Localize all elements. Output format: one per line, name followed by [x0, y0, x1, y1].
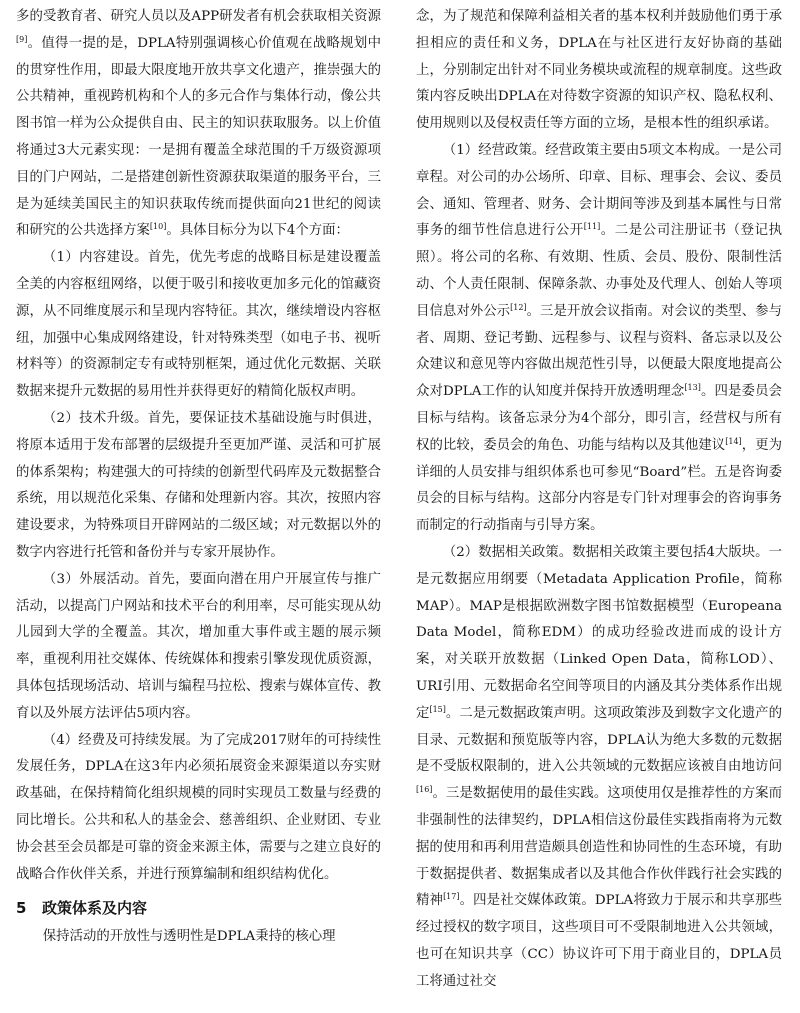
section-title: 政策体系及内容 — [42, 899, 148, 918]
citation-12[interactable]: [12] — [510, 302, 527, 312]
citation-14[interactable]: [14] — [725, 436, 742, 446]
paragraph-content-building: （1）内容建设。首先，优先考虑的战略目标是建设覆盖全美的内容枢纽网络，以便于吸引和接收更加多元化的馆藏资源，从不同维度展示和呈现内容特征。其次，继续增设内容枢纽，加强中心集成网络建设，针对特殊类型（如电子书、视听材料等）的资源制定专有或特别框架，通过优化元数据、关联数据来提升元数据的易用性并获得更好的精简化版权声明。 — [16, 250, 381, 400]
paragraph-tech-upgrade: （2）技术升级。首先，要保证技术基础设施与时俱进，将原本适用于发布部署的层级提升至更加严谨、灵活和可扩展的体系架构；构建强大的可持续的创新型代码库及元数据整合系统，用以规范化采集、存储和处理新内容。其次，按照内容建设要求，为特殊项目开辟网站的二级区域；对元数据以外的数字内容进行托管和备份并与专家开展协作。 — [16, 410, 381, 560]
paragraph-intro: 多的受教育者、研究人员以及APP研发者有机会获取相关资源[9]。值得一提的是，DPLA特别强调核心价值观在战略规划中的贯穿性作用，即最大限度地开放共享文化遗产，推崇强大的公共精神，重视跨机构和个人的多元合作与集体行动，像公共图书馆一样为公众提供自由、民主的知识获取服务。以上价值将通过3大元素实现：一是拥有覆盖全球范围的千万级资源项目的门户网站，二是搭建创新性资源获取渠道的服务平台，三是为延续美国民主的知识获取传统而提供面向21世纪的阅读和研究的公共选择方案[10]。具体目标分为以下4个方面： — [16, 9, 381, 239]
citation-10[interactable]: [10] — [149, 222, 167, 232]
citation-17[interactable]: [17] — [443, 892, 460, 902]
citation-16[interactable]: [16] — [416, 785, 433, 795]
citation-9[interactable]: [9] — [16, 34, 28, 44]
paragraph-operating-policy: （1）经营政策。经营政策主要由5项文本构成。一是公司章程。对公司的办公场所、印章、目标、理事会、会议、委员会、通知、管理者、财务、会计期间等涉及到基本属性与日常事务的细节性信息进行公开[11]。二是公司注册证书（登记执照）。将公司的名称、有效期、性质、会员、股份、限制性活动、个人责任限制、保障条款、办事处及代理人、创始人等项目信息对外公示[12]。三是开放会议指南。对会议的类型、参与者、周期、登记考勤、远程参与、议程与资料、备忘录以及公众建议和意见等内容做出规范性引导，以便最大限度地提高公众对DPLA工作的认知度并保持开放透明理念[13]。四是委员会目标与结构。该备忘录分为4个部分，即引言，经营权与所有权的比较，委员会的角色、功能与结构以及其他建议[14]，更为详细的人员安排与组织体系也可参见“Board”栏。五是咨询委员会的目标与结构。这部分内容是专门针对理事会的咨询事务而制定的行动指南与引导方案。 — [416, 142, 783, 534]
citation-11[interactable]: [11] — [583, 222, 601, 232]
citation-15[interactable]: [15] — [429, 704, 446, 714]
section-heading — [16, 894, 381, 922]
paragraph-policy-intro: 保持活动的开放性与透明性是DPLA秉持的核心理 — [42, 929, 336, 945]
paragraph-policy-continued: 念，为了规范和保障利益相关者的基本权利并鼓励他们勇于承担相应的责任和义务，DPLA在与社区进行友好协商的基础上，分别制定出针对不同业务模块或流程的规章制度。这些政策内容反映出DPLA在对待数字资源的知识产权、隐私权利、使用规则以及侵权责任等方面的立场，是根本性的组织承诺。 — [416, 9, 782, 132]
paragraph-funding: （4）经费及可持续发展。为了完成2017财年的可持续性发展任务，DPLA在这3年内必须拓展资金来源渠道以夯实财政基础，在保持精简化组织规模的同时实现员工数量与经费的同比增长。公共和私人的基金会、慈善组织、企业财团、专业协会甚至会员都是可靠的资金来源主体，需要与之建立良好的战略合作伙伴关系，并进行预算编制和组织结构优化。 — [16, 732, 381, 882]
citation-13[interactable]: [13] — [684, 383, 701, 393]
right-column — [416, 4, 782, 995]
section-number: 5 — [16, 899, 27, 918]
paragraph-outreach: （3）外展活动。首先，要面向潜在用户开展宣传与推广活动，以提高门户网站和技术平台的利用率，尽可能实现从幼儿园到大学的全覆盖。其次，增加重大事件或主题的展示频率，重视利用社交媒体、传统媒体和搜索引擎发现优质资源，具体包括现场活动、培训与编程马拉松、搜索与媒体宣传、教育以及外展方法评估5项内容。 — [16, 571, 381, 721]
left-column — [16, 4, 381, 951]
paragraph-data-policy: （2）数据相关政策。数据相关政策主要包括4大版块。一是元数据应用纲要（Metadata Application Profile，简称MAP）。MAP是根据欧洲数字图书馆数据模型（Europeana Data Model，简称EDM）的成功经验改进而成的设计方案，对关联开放数据（Linked Open Data，简称LOD）、URI引用、元数据命名空间等项目的内涵及其分类体系作出规定[15]。二是元数据政策声明。这项政策涉及到数字文化遗产的目录、元数据和预览版等内容，DPLA认为绝大多数的元数据是不受版权限制的，进入公共领域的元数据应该被自由地访问[16]。三是数据使用的最佳实践。这项使用仅是推荐性的方案而非强制性的法律契约，DPLA相信这份最佳实践指南将为元数据的使用和再利用营造颇具创造性和协同性的生态环境，有助于数据提供者、数据集成者以及其他合作伙伴践行社会实践的精神[17]。四是社交媒体政策。DPLA将致力于展示和共享那些经过授权的数字项目，这些项目可不受限制地进入公共领域，也可在知识共享（CC）协议许可下用于商业目的，DPLA员工将通过社交 — [416, 544, 783, 989]
